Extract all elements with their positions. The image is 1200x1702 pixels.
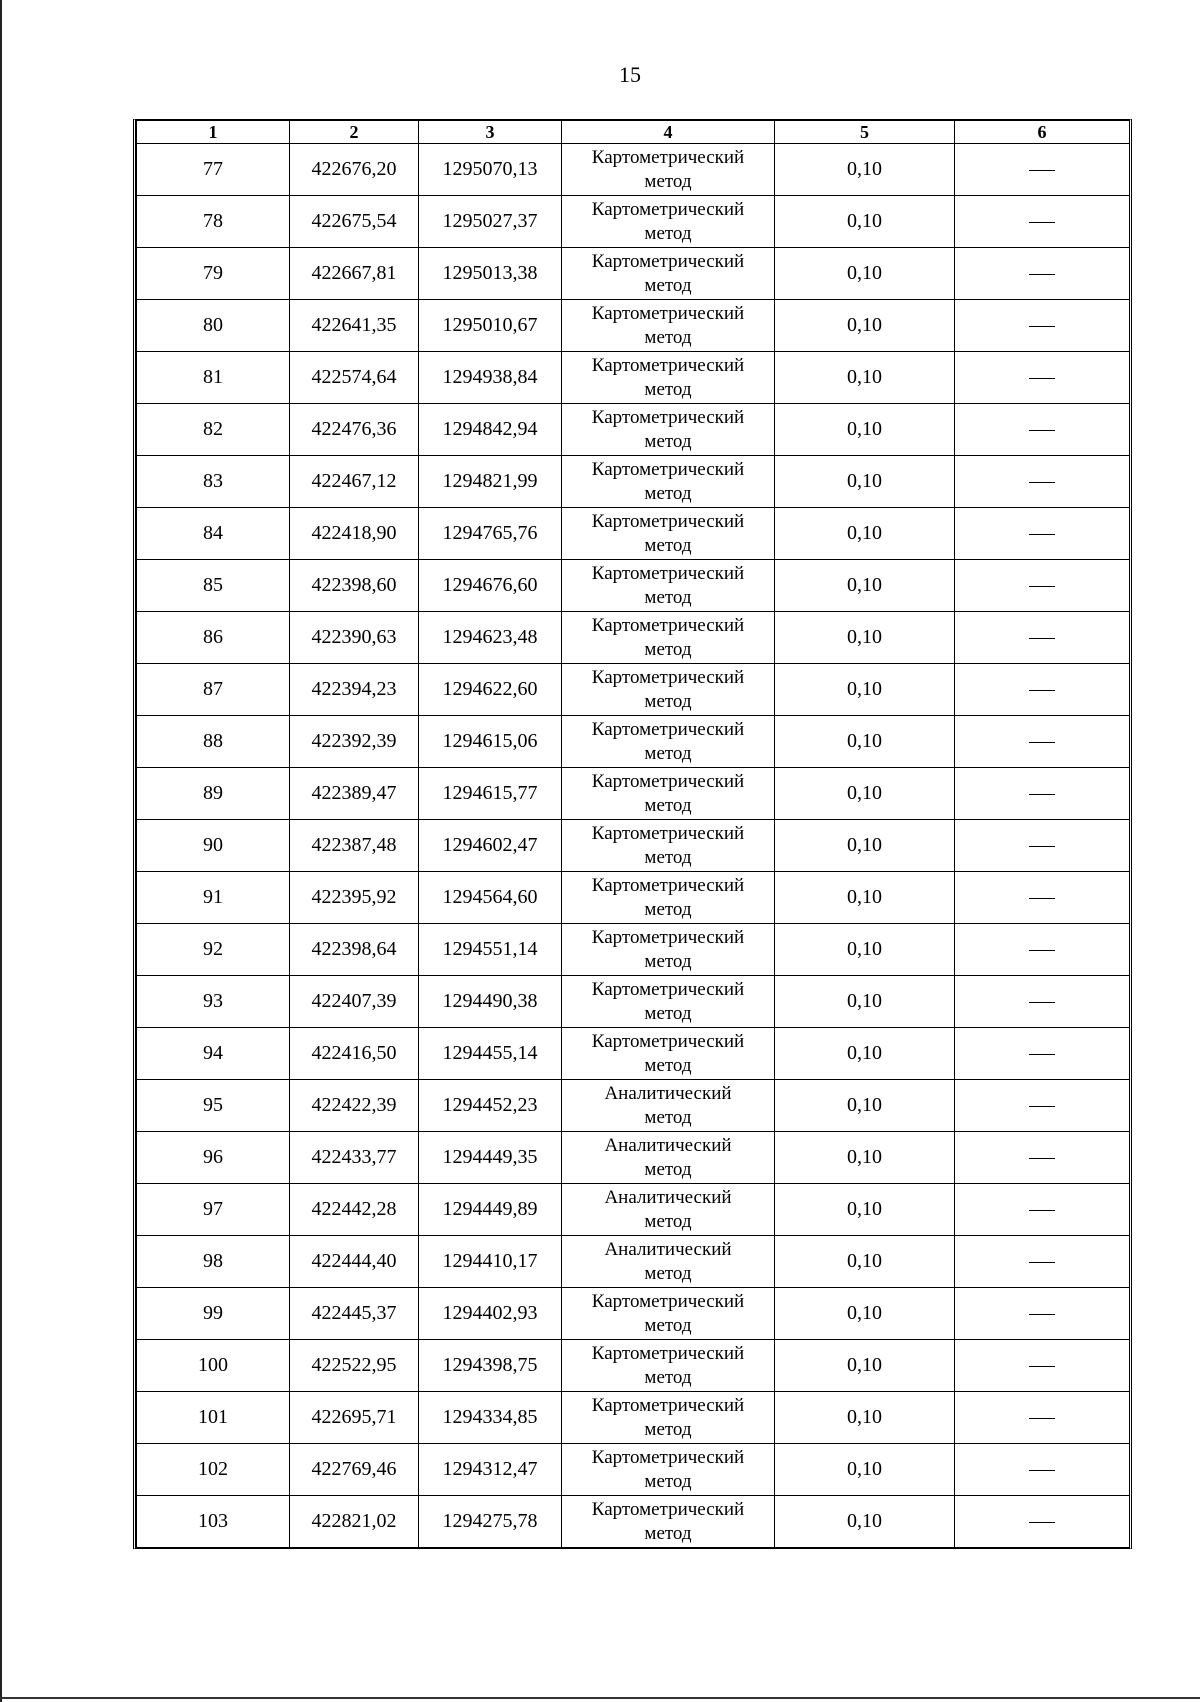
method-text-line: Картометрический (591, 770, 745, 792)
method-text-line: метод (644, 1158, 692, 1180)
method-cell (562, 560, 775, 612)
x-coordinate-cell: 422394,23 (290, 664, 419, 716)
note-cell (955, 976, 1130, 1028)
x-coordinate-cell: 422418,90 (290, 508, 419, 560)
point-number-cell: 80 (137, 300, 290, 352)
dash-mark (1029, 274, 1055, 276)
point-number-cell: 87 (137, 664, 290, 716)
accuracy-cell: 0,10 (775, 1236, 955, 1288)
column-header-5: 5 (775, 121, 955, 144)
method-cell (562, 196, 775, 248)
method-text-line: Картометрический (591, 1394, 745, 1416)
note-cell (955, 560, 1130, 612)
table-row (137, 560, 1130, 612)
y-coordinate-cell: 1294334,85 (419, 1392, 562, 1444)
y-coordinate-cell: 1295027,37 (419, 196, 562, 248)
accuracy-cell: 0,10 (775, 196, 955, 248)
point-number-cell: 90 (137, 820, 290, 872)
accuracy-cell: 0,10 (775, 1184, 955, 1236)
note-cell (955, 508, 1130, 560)
note-cell (955, 1288, 1130, 1340)
method-cell (562, 612, 775, 664)
note-cell (955, 248, 1130, 300)
y-coordinate-cell: 1294398,75 (419, 1340, 562, 1392)
note-cell (955, 716, 1130, 768)
table-row (137, 872, 1130, 924)
y-coordinate-cell: 1294623,48 (419, 612, 562, 664)
x-coordinate-cell: 422422,39 (290, 1080, 419, 1132)
note-cell (955, 1444, 1130, 1496)
dash-mark (1029, 430, 1055, 432)
y-coordinate-cell: 1294551,14 (419, 924, 562, 976)
method-text-line: Картометрический (591, 250, 745, 272)
method-cell (562, 1340, 775, 1392)
accuracy-cell: 0,10 (775, 404, 955, 456)
method-text-line: метод (644, 1470, 692, 1492)
dash-mark (1029, 1106, 1055, 1108)
note-cell (955, 820, 1130, 872)
method-text-line: метод (644, 274, 692, 296)
table-row (137, 924, 1130, 976)
note-cell (955, 196, 1130, 248)
method-text-line: метод (644, 846, 692, 868)
method-cell (562, 1496, 775, 1548)
page-number: 15 (619, 62, 641, 87)
coordinates-table-frame (133, 119, 1132, 1549)
note-cell (955, 300, 1130, 352)
table-row (137, 1236, 1130, 1288)
accuracy-cell: 0,10 (775, 768, 955, 820)
accuracy-cell: 0,10 (775, 716, 955, 768)
x-coordinate-cell: 422641,35 (290, 300, 419, 352)
point-number-cell: 100 (137, 1340, 290, 1392)
note-cell (955, 144, 1130, 196)
note-cell (955, 664, 1130, 716)
dash-mark (1029, 1054, 1055, 1056)
dash-mark (1029, 1158, 1055, 1160)
method-cell (562, 144, 775, 196)
method-cell (562, 456, 775, 508)
method-cell (562, 924, 775, 976)
method-text-line: Аналитический (604, 1134, 732, 1156)
x-coordinate-cell: 422574,64 (290, 352, 419, 404)
point-number-cell: 86 (137, 612, 290, 664)
note-cell (955, 456, 1130, 508)
accuracy-cell: 0,10 (775, 560, 955, 612)
table-row (137, 196, 1130, 248)
method-text-line: метод (644, 690, 692, 712)
method-text-line: метод (644, 742, 692, 764)
dash-mark (1029, 378, 1055, 380)
x-coordinate-cell: 422398,60 (290, 560, 419, 612)
x-coordinate-cell: 422695,71 (290, 1392, 419, 1444)
dash-mark (1029, 222, 1055, 224)
method-cell (562, 300, 775, 352)
table-body (137, 144, 1130, 1548)
y-coordinate-cell: 1294676,60 (419, 560, 562, 612)
table-row (137, 248, 1130, 300)
dash-mark (1029, 1262, 1055, 1264)
dash-mark (1029, 846, 1055, 848)
point-number-cell: 97 (137, 1184, 290, 1236)
table-row (137, 820, 1130, 872)
method-text-line: Картометрический (591, 614, 745, 636)
method-text-line: Картометрический (591, 302, 745, 324)
method-cell (562, 1132, 775, 1184)
dash-mark (1029, 690, 1055, 692)
dash-mark (1029, 534, 1055, 536)
method-text-line: Картометрический (591, 978, 745, 1000)
y-coordinate-cell: 1295013,38 (419, 248, 562, 300)
method-text-line: Картометрический (591, 354, 745, 376)
x-coordinate-cell: 422433,77 (290, 1132, 419, 1184)
accuracy-cell: 0,10 (775, 1132, 955, 1184)
method-text-line: Картометрический (591, 562, 745, 584)
y-coordinate-cell: 1294602,47 (419, 820, 562, 872)
column-header-6: 6 (955, 121, 1130, 144)
method-text-line: метод (644, 222, 692, 244)
accuracy-cell: 0,10 (775, 1392, 955, 1444)
method-text-line: метод (644, 638, 692, 660)
dash-mark (1029, 326, 1055, 328)
dash-mark (1029, 638, 1055, 640)
point-number-cell: 88 (137, 716, 290, 768)
table-row (137, 976, 1130, 1028)
x-coordinate-cell: 422445,37 (290, 1288, 419, 1340)
y-coordinate-cell: 1294312,47 (419, 1444, 562, 1496)
method-cell (562, 1288, 775, 1340)
method-text-line: Картометрический (591, 874, 745, 896)
method-text-line: метод (644, 586, 692, 608)
y-coordinate-cell: 1295010,67 (419, 300, 562, 352)
dash-mark (1029, 586, 1055, 588)
point-number-cell: 85 (137, 560, 290, 612)
point-number-cell: 103 (137, 1496, 290, 1548)
scan-edge-left (0, 0, 2, 1702)
method-text-line: метод (644, 950, 692, 972)
table-row (137, 404, 1130, 456)
x-coordinate-cell: 422444,40 (290, 1236, 419, 1288)
method-text-line: Аналитический (604, 1186, 732, 1208)
method-text-line: метод (644, 534, 692, 556)
x-coordinate-cell: 422398,64 (290, 924, 419, 976)
table-row (137, 352, 1130, 404)
dash-mark (1029, 898, 1055, 900)
accuracy-cell: 0,10 (775, 508, 955, 560)
method-text-line: Картометрический (591, 1030, 745, 1052)
note-cell (955, 872, 1130, 924)
y-coordinate-cell: 1294452,23 (419, 1080, 562, 1132)
method-cell (562, 508, 775, 560)
method-text-line: Картометрический (591, 718, 745, 740)
x-coordinate-cell: 422522,95 (290, 1340, 419, 1392)
x-coordinate-cell: 422387,48 (290, 820, 419, 872)
accuracy-cell: 0,10 (775, 144, 955, 196)
accuracy-cell: 0,10 (775, 248, 955, 300)
accuracy-cell: 0,10 (775, 612, 955, 664)
point-number-cell: 91 (137, 872, 290, 924)
method-text-line: метод (644, 794, 692, 816)
y-coordinate-cell: 1294490,38 (419, 976, 562, 1028)
table-row (137, 144, 1130, 196)
point-number-cell: 79 (137, 248, 290, 300)
point-number-cell: 95 (137, 1080, 290, 1132)
y-coordinate-cell: 1294449,35 (419, 1132, 562, 1184)
note-cell (955, 1496, 1130, 1548)
table-header-row (137, 121, 1130, 144)
table-row (137, 664, 1130, 716)
x-coordinate-cell: 422395,92 (290, 872, 419, 924)
accuracy-cell: 0,10 (775, 1080, 955, 1132)
note-cell (955, 612, 1130, 664)
method-cell (562, 1444, 775, 1496)
note-cell (955, 1184, 1130, 1236)
table-row (137, 1340, 1130, 1392)
method-text-line: Картометрический (591, 1446, 745, 1468)
note-cell (955, 924, 1130, 976)
point-number-cell: 84 (137, 508, 290, 560)
point-number-cell: 77 (137, 144, 290, 196)
method-text-line: Картометрический (591, 510, 745, 532)
x-coordinate-cell: 422416,50 (290, 1028, 419, 1080)
method-cell (562, 1184, 775, 1236)
point-number-cell: 89 (137, 768, 290, 820)
table-row (137, 1496, 1130, 1548)
column-header-3: 3 (419, 121, 562, 144)
accuracy-cell: 0,10 (775, 300, 955, 352)
method-text-line: метод (644, 482, 692, 504)
note-cell (955, 768, 1130, 820)
dash-mark (1029, 742, 1055, 744)
method-cell (562, 976, 775, 1028)
method-text-line: метод (644, 1418, 692, 1440)
method-cell (562, 1236, 775, 1288)
dash-mark (1029, 1418, 1055, 1420)
method-text-line: Картометрический (591, 406, 745, 428)
y-coordinate-cell: 1294615,06 (419, 716, 562, 768)
method-text-line: метод (644, 1366, 692, 1388)
x-coordinate-cell: 422667,81 (290, 248, 419, 300)
x-coordinate-cell: 422389,47 (290, 768, 419, 820)
column-header-1: 1 (137, 121, 290, 144)
table-row (137, 612, 1130, 664)
dash-mark (1029, 1210, 1055, 1212)
table-row (137, 508, 1130, 560)
method-text-line: метод (644, 1210, 692, 1232)
table-row (137, 456, 1130, 508)
y-coordinate-cell: 1294821,99 (419, 456, 562, 508)
note-cell (955, 1392, 1130, 1444)
y-coordinate-cell: 1294402,93 (419, 1288, 562, 1340)
y-coordinate-cell: 1294765,76 (419, 508, 562, 560)
dash-mark (1029, 1314, 1055, 1316)
table-row (137, 1028, 1130, 1080)
table-row (137, 1184, 1130, 1236)
table-row (137, 1080, 1130, 1132)
x-coordinate-cell: 422769,46 (290, 1444, 419, 1496)
point-number-cell: 93 (137, 976, 290, 1028)
method-cell (562, 248, 775, 300)
method-text-line: Аналитический (604, 1082, 732, 1104)
x-coordinate-cell: 422467,12 (290, 456, 419, 508)
point-number-cell: 96 (137, 1132, 290, 1184)
point-number-cell: 101 (137, 1392, 290, 1444)
y-coordinate-cell: 1294564,60 (419, 872, 562, 924)
method-text-line: метод (644, 430, 692, 452)
column-header-4: 4 (562, 121, 775, 144)
y-coordinate-cell: 1294615,77 (419, 768, 562, 820)
note-cell (955, 352, 1130, 404)
point-number-cell: 99 (137, 1288, 290, 1340)
y-coordinate-cell: 1294938,84 (419, 352, 562, 404)
note-cell (955, 1236, 1130, 1288)
point-number-cell: 81 (137, 352, 290, 404)
method-cell (562, 872, 775, 924)
dash-mark (1029, 1470, 1055, 1472)
dash-mark (1029, 1002, 1055, 1004)
y-coordinate-cell: 1294410,17 (419, 1236, 562, 1288)
method-text-line: метод (644, 170, 692, 192)
x-coordinate-cell: 422392,39 (290, 716, 419, 768)
method-cell (562, 1392, 775, 1444)
method-cell (562, 352, 775, 404)
table-row (137, 300, 1130, 352)
accuracy-cell: 0,10 (775, 1444, 955, 1496)
accuracy-cell: 0,10 (775, 924, 955, 976)
method-text-line: метод (644, 898, 692, 920)
accuracy-cell: 0,10 (775, 872, 955, 924)
y-coordinate-cell: 1294455,14 (419, 1028, 562, 1080)
y-coordinate-cell: 1294275,78 (419, 1496, 562, 1548)
table-row (137, 1444, 1130, 1496)
y-coordinate-cell: 1294622,60 (419, 664, 562, 716)
y-coordinate-cell: 1294842,94 (419, 404, 562, 456)
x-coordinate-cell: 422390,63 (290, 612, 419, 664)
x-coordinate-cell: 422675,54 (290, 196, 419, 248)
x-coordinate-cell: 422676,20 (290, 144, 419, 196)
accuracy-cell: 0,10 (775, 1340, 955, 1392)
table-row (137, 1132, 1130, 1184)
method-cell (562, 404, 775, 456)
method-text-line: метод (644, 1522, 692, 1544)
method-text-line: метод (644, 326, 692, 348)
note-cell (955, 404, 1130, 456)
y-coordinate-cell: 1294449,89 (419, 1184, 562, 1236)
method-text-line: метод (644, 1262, 692, 1284)
accuracy-cell: 0,10 (775, 976, 955, 1028)
method-text-line: метод (644, 1054, 692, 1076)
dash-mark (1029, 1366, 1055, 1368)
point-number-cell: 92 (137, 924, 290, 976)
accuracy-cell: 0,10 (775, 1496, 955, 1548)
method-text-line: Картометрический (591, 666, 745, 688)
x-coordinate-cell: 422821,02 (290, 1496, 419, 1548)
scan-edge-bottom (0, 1697, 1200, 1699)
dash-mark (1029, 794, 1055, 796)
method-text-line: метод (644, 1106, 692, 1128)
accuracy-cell: 0,10 (775, 352, 955, 404)
point-number-cell: 98 (137, 1236, 290, 1288)
method-text-line: Картометрический (591, 1342, 745, 1364)
note-cell (955, 1028, 1130, 1080)
method-text-line: Картометрический (591, 198, 745, 220)
accuracy-cell: 0,10 (775, 820, 955, 872)
coordinates-table (136, 120, 1130, 1548)
x-coordinate-cell: 422442,28 (290, 1184, 419, 1236)
method-text-line: Картометрический (591, 1498, 745, 1520)
dash-mark (1029, 950, 1055, 952)
method-text-line: Картометрический (591, 1290, 745, 1312)
method-cell (562, 1080, 775, 1132)
accuracy-cell: 0,10 (775, 1288, 955, 1340)
method-cell (562, 768, 775, 820)
table-row (137, 768, 1130, 820)
method-text-line: Картометрический (591, 146, 745, 168)
method-cell (562, 1028, 775, 1080)
point-number-cell: 82 (137, 404, 290, 456)
note-cell (955, 1340, 1130, 1392)
method-cell (562, 820, 775, 872)
x-coordinate-cell: 422407,39 (290, 976, 419, 1028)
dash-mark (1029, 482, 1055, 484)
method-text-line: Картометрический (591, 926, 745, 948)
method-text-line: Картометрический (591, 822, 745, 844)
method-text-line: метод (644, 1002, 692, 1024)
method-cell (562, 664, 775, 716)
note-cell (955, 1132, 1130, 1184)
dash-mark (1029, 1522, 1055, 1524)
table-row (137, 1392, 1130, 1444)
x-coordinate-cell: 422476,36 (290, 404, 419, 456)
table-row (137, 1288, 1130, 1340)
point-number-cell: 94 (137, 1028, 290, 1080)
y-coordinate-cell: 1295070,13 (419, 144, 562, 196)
column-header-2: 2 (290, 121, 419, 144)
point-number-cell: 83 (137, 456, 290, 508)
method-cell (562, 716, 775, 768)
method-text-line: Картометрический (591, 458, 745, 480)
table-row (137, 716, 1130, 768)
method-text-line: Аналитический (604, 1238, 732, 1260)
point-number-cell: 102 (137, 1444, 290, 1496)
point-number-cell: 78 (137, 196, 290, 248)
note-cell (955, 1080, 1130, 1132)
accuracy-cell: 0,10 (775, 1028, 955, 1080)
method-text-line: метод (644, 1314, 692, 1336)
dash-mark (1029, 170, 1055, 172)
accuracy-cell: 0,10 (775, 664, 955, 716)
accuracy-cell: 0,10 (775, 456, 955, 508)
method-text-line: метод (644, 378, 692, 400)
